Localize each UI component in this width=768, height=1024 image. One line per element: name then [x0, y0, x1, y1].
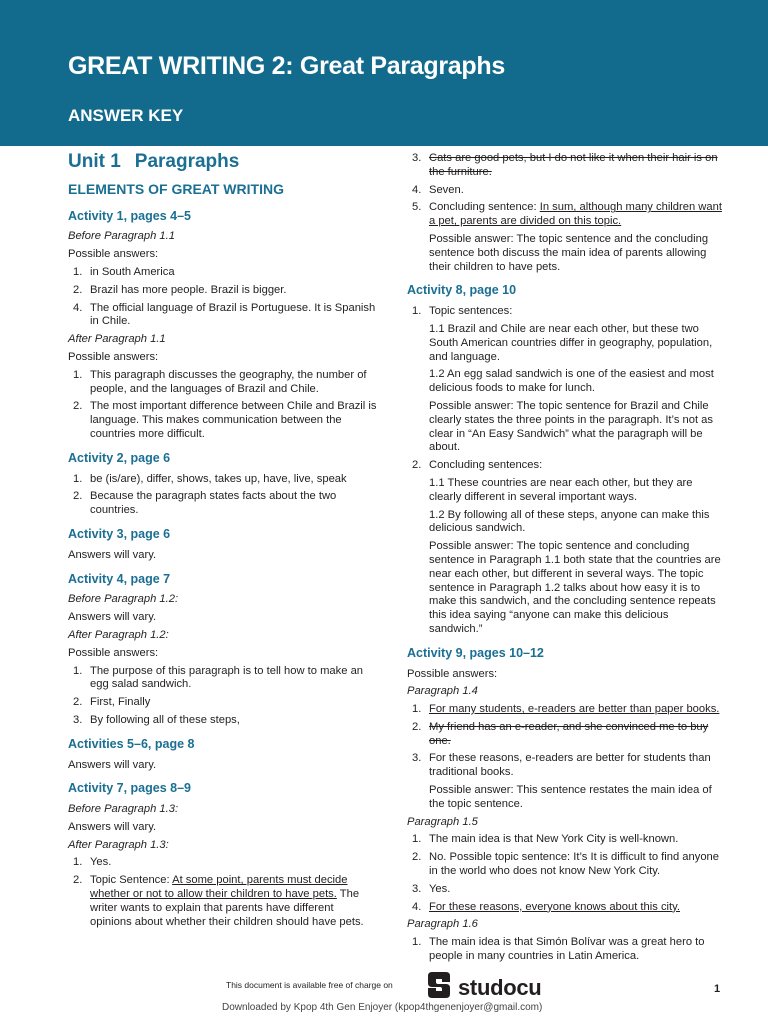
answer-list	[407, 459, 722, 473]
possible-answer-note: Possible answer: The topic sentence and concluding sentence in Paragraph 1.1 both state that the countries are near each other, but different in several ways. The topic sentence in Paragraph 1.2 talks about how easy it is to make this sandwich, and the concluding sentence repeats this idea saying “anyone can make this delicious sandwich.”	[429, 540, 721, 635]
unit-number: Unit 1	[68, 151, 121, 172]
list-item: 2. My friend has an e-reader, and she convinced me to buy one.	[412, 720, 709, 747]
list-item: 3. For these reasons, e-readers are better for students than traditional books. Possible answer: This sentence restates the main idea of the topic sentence.	[407, 752, 722, 811]
answer-list	[68, 473, 378, 518]
list-item: 1. This paragraph discusses the geography, the number of people, and the languages of Brazil and Chile.	[73, 368, 367, 395]
answer-text: Answers will vary.	[68, 611, 157, 624]
underlined-sentence: For many students, e-readers are better than paper books.	[429, 703, 720, 716]
header-banner	[0, 0, 768, 146]
answer-list	[68, 369, 378, 442]
list-item: 1. For many students, e-readers are better than paper books.	[412, 703, 720, 716]
sentence-1-1: 1.1 These countries are near each other, but they are clearly different in several important ways.	[429, 476, 693, 503]
list-item: 1. in South America	[73, 265, 175, 278]
underlined-sentence: In sum, although many children want a pet, parents are divided on this topic.	[429, 201, 722, 228]
studocu-mark-icon	[424, 970, 454, 1005]
sub-label: Paragraph 1.6	[407, 918, 478, 931]
struck-sentence: Cats are good pets, but I do not like it when their hair is on the furniture.	[429, 152, 718, 178]
list-item: 2. Concluding sentences:	[412, 459, 543, 472]
left-column	[68, 152, 378, 933]
studocu-wordmark: studocu	[458, 974, 542, 1000]
answer-intro: Possible answers:	[68, 248, 159, 261]
possible-answer-note: Possible answer: The topic sentence for Brazil and Chile clearly states the three points in the paragraph. It’s not as clear in “An Easy Sandwich” what the paragraph will be about.	[429, 399, 713, 454]
answer-intro: Possible answers:	[407, 667, 498, 680]
answer-list	[407, 152, 722, 274]
page-number: 1	[714, 983, 721, 995]
list-item: 2. The most important difference between Chile and Brazil is language. This makes communication between the countries more difficult.	[73, 400, 377, 440]
unit-name: Paragraphs	[134, 151, 240, 172]
activity-heading: Activity 3, page 6	[68, 526, 171, 541]
list-item: 4. For these reasons, everyone knows about this city.	[412, 900, 681, 913]
sub-label: Paragraph 1.5	[407, 815, 478, 828]
activity-heading: Activity 4, page 7	[68, 571, 171, 586]
answer-list	[68, 266, 378, 329]
answer-list	[407, 305, 722, 319]
list-item: 1. The purpose of this paragraph is to tell how to make an egg salad sandwich.	[73, 664, 364, 691]
answer-list	[407, 936, 722, 964]
sub-label: Before Paragraph 1.2:	[68, 593, 179, 606]
answer-list	[68, 665, 378, 728]
section-heading: ELEMENTS OF GREAT WRITING	[68, 180, 284, 197]
activity-heading: Activity 1, pages 4–5	[68, 208, 191, 223]
list-item: 2. Topic Sentence: At some point, parents must decide whether or not to allow their children to have pets. The writer wants to explain that parents have different opinions about whether their children should have pets.	[73, 874, 364, 928]
list-item: 1. Topic sentences:	[412, 305, 513, 318]
list-item: 4. The official language of Brazil is Portuguese. It is Spanish in Chile.	[73, 301, 376, 328]
activity-heading: Activity 8, page 10	[407, 283, 517, 298]
studocu-logo[interactable]	[424, 970, 541, 1005]
list-item: 3. Cats are good pets, but I do not like it when their hair is on the furniture.	[412, 152, 718, 178]
list-item: 2. Brazil has more people. Brazil is bigger.	[73, 283, 287, 296]
answer-list	[407, 833, 722, 914]
answer-text: Answers will vary.	[68, 820, 157, 833]
activity-heading: Activities 5–6, page 8	[68, 736, 195, 751]
list-item: 2. No. Possible topic sentence: It’s It is difficult to find anyone in the world who does not know New York City.	[412, 851, 720, 878]
document-title: GREAT WRITING 2: Great Paragraphs	[68, 52, 505, 80]
list-item: 3. Yes.	[412, 882, 451, 895]
list-item: 5. Concluding sentence: In sum, although many children want a pet, parents are divided on this topic. Possible answer: The topic sentence and the concluding sentence both discuss the main idea of parents allowing their children to have pets.	[412, 201, 722, 273]
list-item: 3. By following all of these steps,	[73, 713, 240, 726]
underlined-sentence: At some point, parents must decide whether or not to allow their children to have pets.	[90, 874, 348, 901]
list-item: 1. The main idea is that New York City is well-known.	[412, 833, 679, 846]
underlined-sentence: For these reasons, everyone knows about this city.	[429, 900, 681, 913]
answer-list	[407, 703, 722, 812]
answer-intro: Possible answers:	[68, 350, 159, 363]
list-item: 2. First, Finally	[73, 696, 151, 709]
list-item: 1. be (is/are), differ, shows, takes up, have, live, speak	[73, 472, 347, 485]
unit-heading	[68, 151, 378, 172]
right-column	[407, 152, 722, 968]
list-item: 4. Seven.	[412, 183, 464, 196]
sub-label: Before Paragraph 1.1	[68, 230, 175, 243]
activity-heading: Activity 9, pages 10–12	[407, 645, 544, 660]
sub-label: After Paragraph 1.3:	[68, 838, 169, 851]
answer-list	[68, 856, 378, 929]
sub-label: After Paragraph 1.1	[68, 333, 166, 346]
sentence-1-1: 1.1 Brazil and Chile are near each other, but these two South American countries differ in geography, population, and language.	[429, 322, 713, 363]
sentence-1-2: 1.2 An egg salad sandwich is one of the easiest and most delicious foods to make for lunch.	[429, 368, 714, 395]
struck-sentence: My friend has an e-reader, and she convinced me to buy one.	[429, 720, 709, 747]
availability-note: This document is available free of charge on	[226, 980, 393, 990]
activity-heading: Activity 2, page 6	[68, 450, 171, 465]
sentence-1-2: 1.2 By following all of these steps, anyone can make this delicious sandwich.	[429, 508, 710, 535]
sub-label: Paragraph 1.4	[407, 685, 478, 698]
answer-text: Answers will vary.	[68, 758, 157, 771]
list-item: 1. The main idea is that Simón Bolívar was a great hero to people in many countries in Latin America.	[412, 936, 705, 963]
list-item: 2. Because the paragraph states facts about the two countries.	[73, 490, 337, 517]
document-subtitle: ANSWER KEY	[68, 106, 184, 125]
answer-intro: Possible answers:	[68, 646, 159, 659]
activity-heading: Activity 7, pages 8–9	[68, 781, 191, 796]
sub-label: Before Paragraph 1.3:	[68, 803, 179, 816]
possible-answer-note: Possible answer: This sentence restates the main idea of the topic sentence.	[429, 784, 712, 810]
answer-text: Answers will vary.	[68, 548, 157, 561]
sub-label: After Paragraph 1.2:	[68, 628, 169, 641]
download-attribution: Downloaded by Kpop 4th Gen Enjoyer (kpop4thgenenjoyer@gmail.com)	[222, 1002, 543, 1013]
list-item: 1. Yes.	[73, 856, 112, 869]
possible-answer-note: Possible answer: The topic sentence and the concluding sentence both discuss the main idea of parents allowing their children to have pets.	[429, 232, 709, 273]
